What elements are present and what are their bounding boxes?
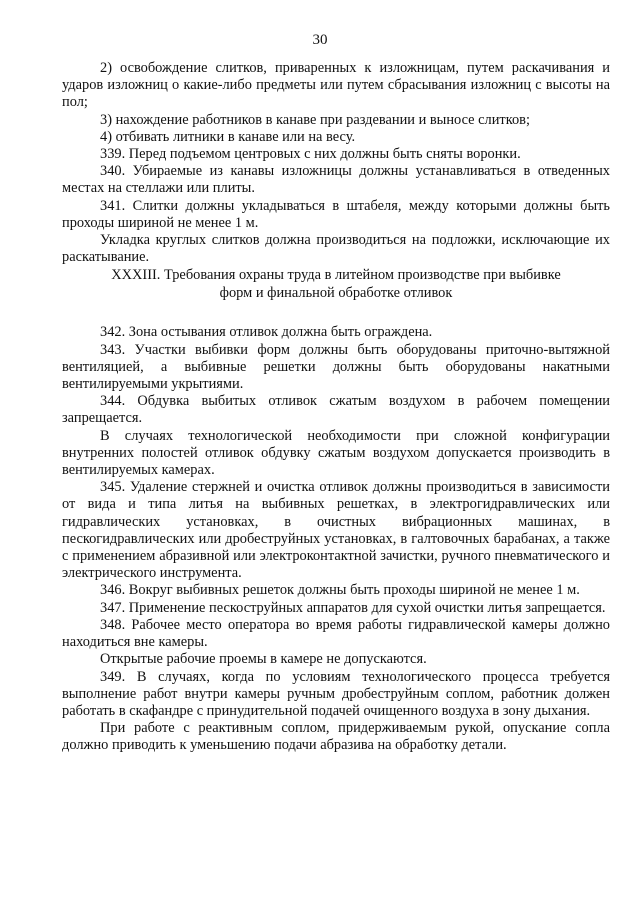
paragraph-341: 341. Слитки должны укладываться в штабеля, между которыми должны быть проходы шириной не менее 1 м. [62,197,610,231]
section-heading-line-1: XXXIII. Требования охраны труда в литейном производстве при выбивке [111,267,561,284]
section-heading-line-2: форм и финальной обработке отливок [219,285,453,302]
paragraph-341-continued: Укладка круглых слитков должна производиться на подложки, исключающие их раскатывание. [62,232,610,266]
paragraph-348: 348. Рабочее место оператора во время работы гидравлической камеры должно находиться вне камеры. [62,616,610,651]
paragraph-344: 344. Обдувка выбитых отливок сжатым воздухом в рабочем помещении запрещается. [62,393,610,427]
paragraph-item-2: 2) освобождение слитков, приваренных к изложницам, путем раскачивания и ударов изложниц о какие-либо предметы или путем сбрасывания изложниц с высоты на пол; [62,60,610,111]
section-heading [62,266,610,302]
paragraph-item-4: 4) отбивать литники в канаве или на весу. [100,128,356,145]
paragraph-item-3: 3) нахождение работников в канаве при раздевании и выносе слитков; [100,111,530,128]
paragraph-342: 342. Зона остывания отливок должна быть ограждена. [100,324,433,341]
paragraph-348-continued: Открытые рабочие проемы в камере не допускаются. [100,651,427,668]
paragraph-340: 340. Убираемые из канавы изложницы должны устанавливаться в отведенных местах на стеллажи или плиты. [62,163,610,197]
paragraph-346: 346. Вокруг выбивных решеток должны быть проходы шириной не менее 1 м. [100,582,580,599]
paragraph-344-continued: В случаях технологической необходимости при сложной конфигурации внутренних полостей отливок обдувку сжатым воздухом допускается производить в вентилируемых камерах. [62,427,610,479]
document-body [62,60,610,755]
paragraph-343: 343. Участки выбивки форм должны быть оборудованы приточно-вытяжной вентиляцией, а выбивные решетки должны быть оборудованы накатными вентилируемыми укрытиями. [62,341,610,393]
paragraph-349: 349. В случаях, когда по условиям технологического процесса требуется выполнение работ внутри камеры ручным дробеструйным соплом, работник должен работать в скафандре с принудительной подачей очищенного воздуха в зону дыхания. [62,668,610,719]
paragraph-349-continued: При работе с реактивным соплом, придерживаемым рукой, опускание сопла должно приводить к уменьшению подачи абразива на обработку детали. [62,720,610,754]
paragraph-347: 347. Применение пескоструйных аппаратов для сухой очистки литья запрещается. [100,599,606,616]
paragraph-339: 339. Перед подъемом центровых с них должны быть сняты воронки. [100,146,521,163]
page-number: 30 [312,32,328,48]
paragraph-345: 345. Удаление стержней и очистка отливок должны производиться в зависимости от вида и типа литья на выбивных решетках, в электрогидравлических или гидравлических установках, в очистных вибрационных машинах, в пескогидравлических или дробеструйных установках, в галтовочных барабанах, а также с применением абразивной или электроконтактной зачистки, ручного пневматического и электрического инструмента. [62,479,610,582]
